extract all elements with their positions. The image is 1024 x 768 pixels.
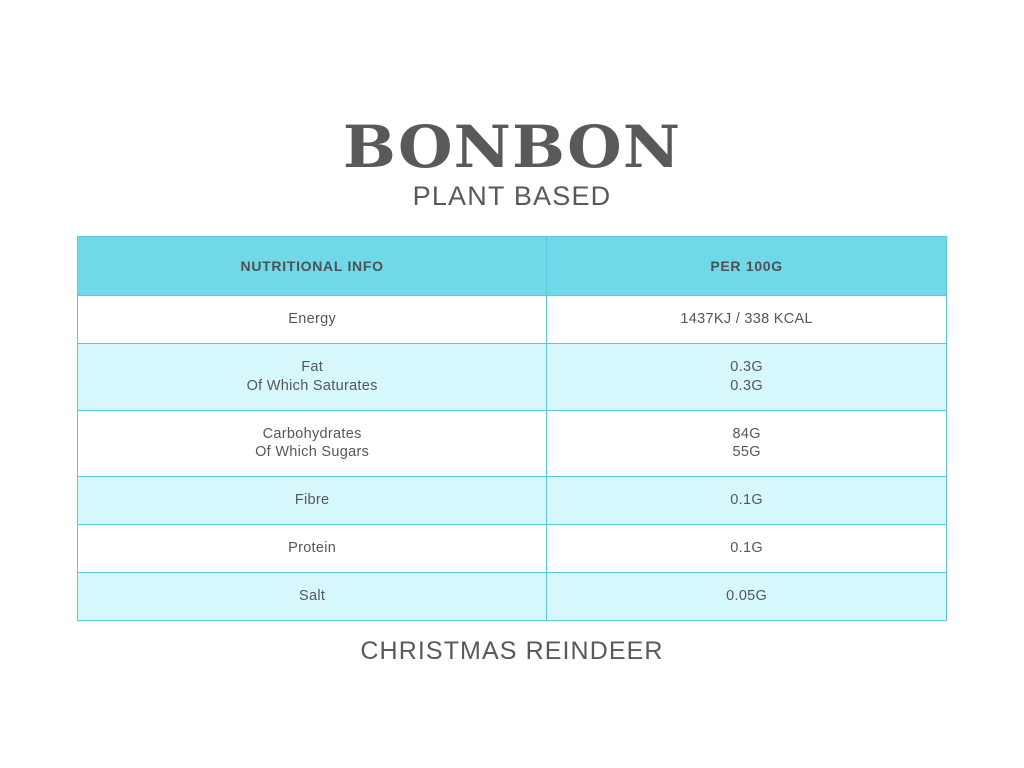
nutrient-label — [78, 525, 547, 573]
brand-tagline: PLANT BASED — [412, 181, 612, 211]
nutrient-label-line: Fat — [301, 358, 324, 375]
product-name: CHRISTMAS REINDEER — [360, 636, 664, 665]
nutrient-value — [547, 477, 947, 525]
nutrient-label — [78, 410, 547, 477]
table-row — [78, 477, 947, 525]
table-row — [78, 410, 947, 477]
nutrient-value-line: 84G — [732, 425, 761, 442]
nutrient-value-line: 0.1G — [730, 492, 763, 509]
nutrient-value — [547, 410, 947, 477]
table-row — [78, 343, 947, 410]
nutrient-label — [78, 296, 547, 344]
brand-header — [0, 0, 1024, 210]
nutrient-value-line: 0.3G — [730, 377, 763, 394]
nutrient-value — [547, 343, 947, 410]
nutrient-value — [547, 572, 947, 620]
nutrient-value-line: 0.1G — [730, 540, 763, 557]
nutrient-value-line: 0.3G — [730, 358, 763, 375]
nutrient-value — [547, 296, 947, 344]
nutrient-label-line: Of Which Sugars — [255, 444, 370, 461]
nutrient-label-line: Salt — [299, 587, 326, 604]
nutrient-label-line: Fibre — [294, 492, 330, 509]
nutrient-label-line: Energy — [288, 311, 336, 327]
nutrient-label-line: Carbohydrates — [262, 425, 362, 442]
nutrition-table — [77, 236, 947, 621]
nutrient-label — [78, 343, 547, 410]
table-row — [78, 296, 947, 344]
column-header-per-100g: PER 100G — [547, 237, 947, 296]
table-row — [78, 572, 947, 620]
nutrient-label-line: Protein — [288, 540, 337, 557]
table-header-row — [78, 237, 947, 296]
brand-name: BONBON — [342, 113, 682, 181]
table-body — [78, 296, 947, 621]
nutrient-value — [547, 525, 947, 573]
nutrient-value-line: 0.05G — [726, 587, 768, 604]
table-head — [78, 237, 947, 296]
nutrient-label — [78, 572, 547, 620]
nutrition-table-wrapper — [77, 236, 947, 621]
nutrient-label-line: Of Which Saturates — [246, 377, 378, 394]
column-header-nutritional-info: NUTRITIONAL INFO — [78, 237, 547, 296]
nutrient-value-line: 55G — [732, 444, 761, 461]
nutrient-value-line: 1437KJ / 338 KCAL — [680, 311, 813, 327]
table-row — [78, 525, 947, 573]
nutrient-label — [78, 477, 547, 525]
